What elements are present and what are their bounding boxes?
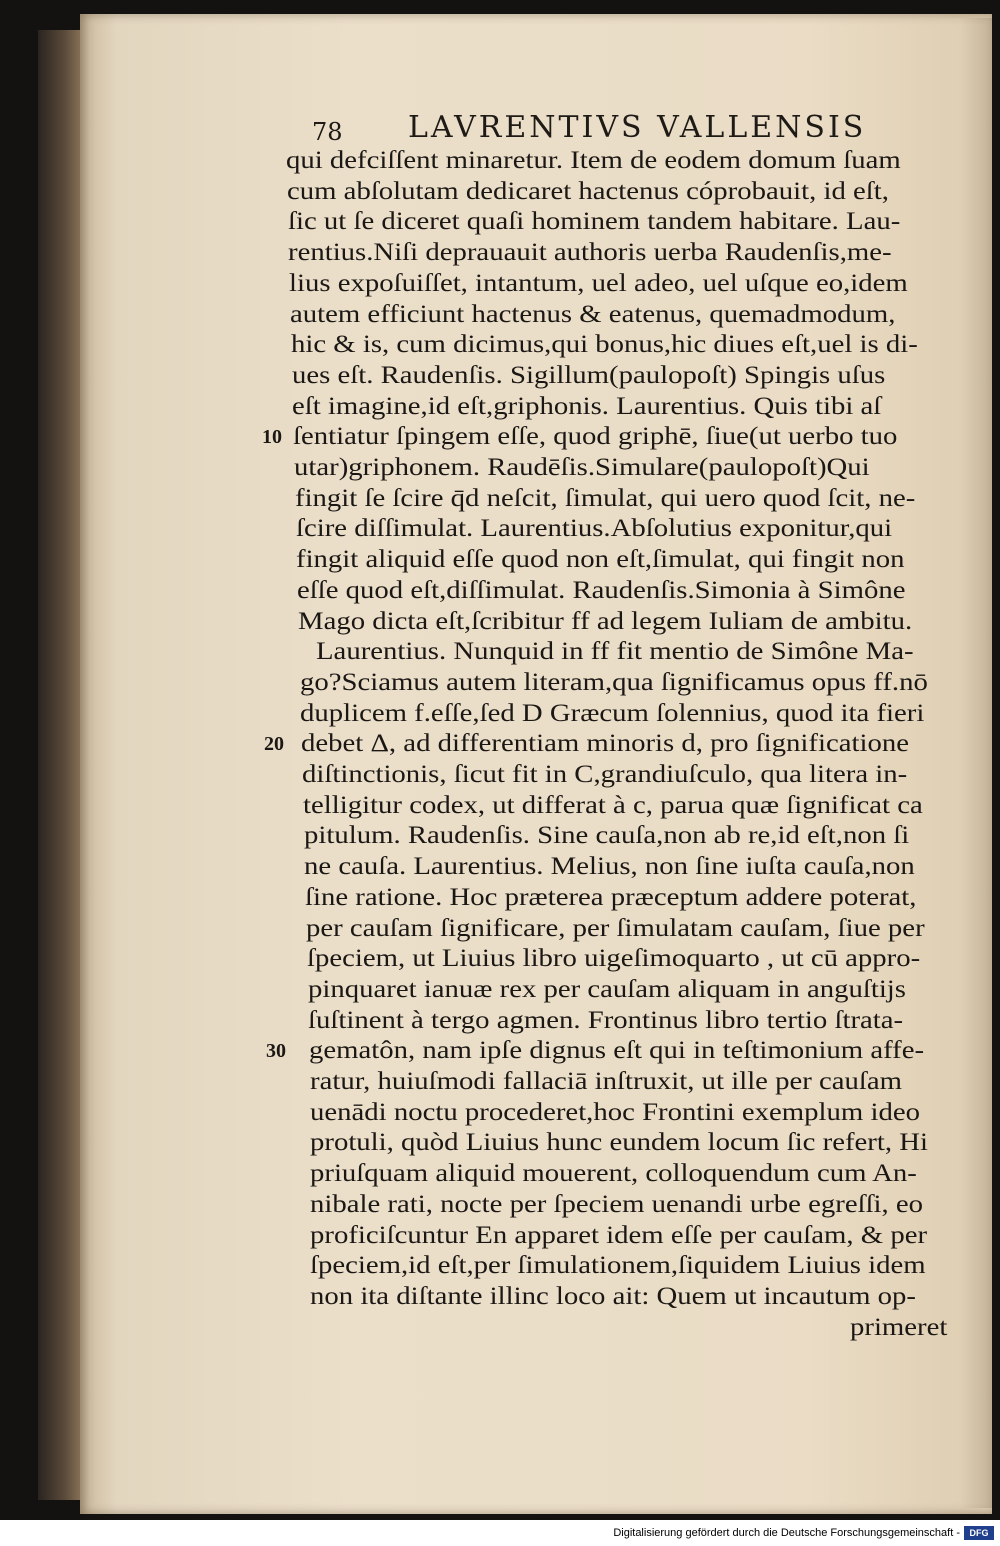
text-line: ſine ratione. Hoc præterea præceptum addere poterat, bbox=[305, 883, 917, 911]
text-line: priuſquam aliquid mouerent, colloquendum cum An- bbox=[310, 1160, 917, 1188]
text-line: ſic ut ſe diceret quaſi hominem tandem habitare. Lau- bbox=[287, 208, 900, 236]
running-head: LAVRENTIVS VALLENSIS bbox=[408, 110, 867, 145]
text-line: ne cauſa. Laurentius. Melius, non ſine iuſta cauſa,non bbox=[304, 853, 916, 881]
text-line: non ita diſtante illinc loco ait: Quem ut incautum op- bbox=[310, 1282, 917, 1310]
text-line: gematôn, nam ipſe dignus eſt qui in teſtimonium affe- bbox=[309, 1037, 925, 1065]
text-line: debet Δ, ad differentiam minoris d, pro ſignificatione bbox=[301, 730, 910, 758]
text-line: protuli, quòd Liuius hunc eundem locum ſic refert, Hi bbox=[310, 1129, 928, 1157]
page-number: 78 bbox=[312, 118, 343, 146]
catchword: primeret bbox=[850, 1313, 948, 1341]
text-line: ſcire diſſimulat. Laurentius.Abſolutius exponitur,qui bbox=[295, 515, 892, 543]
text-line: fingit aliquid eſſe quod non eſt,ſimulat, qui fingit non bbox=[296, 546, 905, 574]
text-line: ues eſt. Raudenſis. Sigillum(paulopoſt) Spingis uſus bbox=[291, 361, 885, 389]
text-line: nibale rati, nocte per ſpeciem uenandi urbe egreſſi, eo bbox=[310, 1190, 924, 1218]
text-line: autem efficiunt hactenus & eatenus, quemadmodum, bbox=[290, 300, 896, 328]
text-line: ſpeciem,id eſt,per ſimulationem,ſiquidem Liuius idem bbox=[310, 1252, 926, 1280]
text-line: per cauſam ſignificare, per ſimulatam cauſam, ſiue per bbox=[306, 914, 925, 942]
text-line: pitulum. Raudenſis. Sine cauſa,non ab re,id eſt,non ſi bbox=[303, 822, 909, 850]
line-number-marker: 30 bbox=[266, 1040, 286, 1063]
text-line: ratur, huiuſmodi fallaciā inſtruxit, ut ille per cauſam bbox=[310, 1068, 903, 1095]
dfg-logo: DFG bbox=[964, 1526, 994, 1540]
text-line: Mago dicta eſt,ſcribitur ff ad legem Iuliam de ambitu. bbox=[298, 607, 913, 635]
text-line: rentius.Niſi deprauauit authoris uerba Raudenſis,me- bbox=[288, 239, 892, 267]
text-line: hic & is, cum dicimus,qui bonus,hic diues eſt,uel is di- bbox=[290, 331, 918, 359]
line-number-marker: 10 bbox=[262, 426, 282, 449]
text-line: duplicem f.eſſe,ſed D Græcum ſolennius, quod ita fieri bbox=[300, 699, 925, 727]
text-line: ſentiatur ſpingem eſſe, quod griphē, ſiue(ut uerbo tuo bbox=[293, 423, 898, 451]
text-line: go?Sciamus autem literam,qua ſignificamus opus ff.nō bbox=[299, 668, 928, 696]
text-line: cum abſolutam dedicaret hactenus cóprobauit, id eſt, bbox=[286, 177, 889, 205]
text-line: telligitur codex, ut differat à c, parua quæ ſignificat ca bbox=[302, 791, 923, 819]
footer-credit: Digitalisierung gefördert durch die Deutsche Forschungsgemeinschaft - bbox=[613, 1527, 960, 1539]
text-line: Laurentius. Nunquid in ff fit mentio de Simône Ma- bbox=[316, 638, 914, 666]
text-line: proficiſcuntur En apparet idem eſſe per cauſam, & per bbox=[310, 1221, 928, 1249]
text-line: pinquaret ianuæ rex per cauſam aliquam in anguſtijs bbox=[307, 975, 906, 1003]
text-line: eſt imagine,id eſt,griphonis. Laurentius. Quis tibi aſ bbox=[292, 392, 882, 420]
text-line: qui defciſſent minaretur. Item de eodem domum ſuam bbox=[286, 147, 901, 174]
text-line: lius expoſuiſſet, intantum, uel adeo, uel uſque eo,idem bbox=[289, 269, 908, 297]
line-number-marker: 20 bbox=[264, 733, 284, 756]
footer-bar bbox=[0, 1520, 1000, 1546]
text-line: fingit ſe ſcire q̄d neſcit, ſimulat, qui uero quod ſcit, ne- bbox=[294, 484, 916, 512]
text-line: utar)griphonem. Raudēſis.Simulare(paulopoſt)Qui bbox=[294, 454, 870, 481]
text-line: diſtinctionis, ſicut fit in C,grandiuſculo, qua litera in- bbox=[302, 761, 908, 788]
text-line: ſuſtinent à tergo agmen. Frontinus libro tertio ſtrata- bbox=[308, 1006, 904, 1034]
text-line: eſſe quod eſt,diſſimulat. Raudenſis.Simonia à Simône bbox=[297, 576, 906, 604]
text-line: ſpeciem, ut Liuius libro uigeſimoquarto , ut cū appro- bbox=[306, 945, 920, 973]
text-line: uenādi noctu procederet,hoc Frontini exemplum ideo bbox=[310, 1098, 920, 1126]
